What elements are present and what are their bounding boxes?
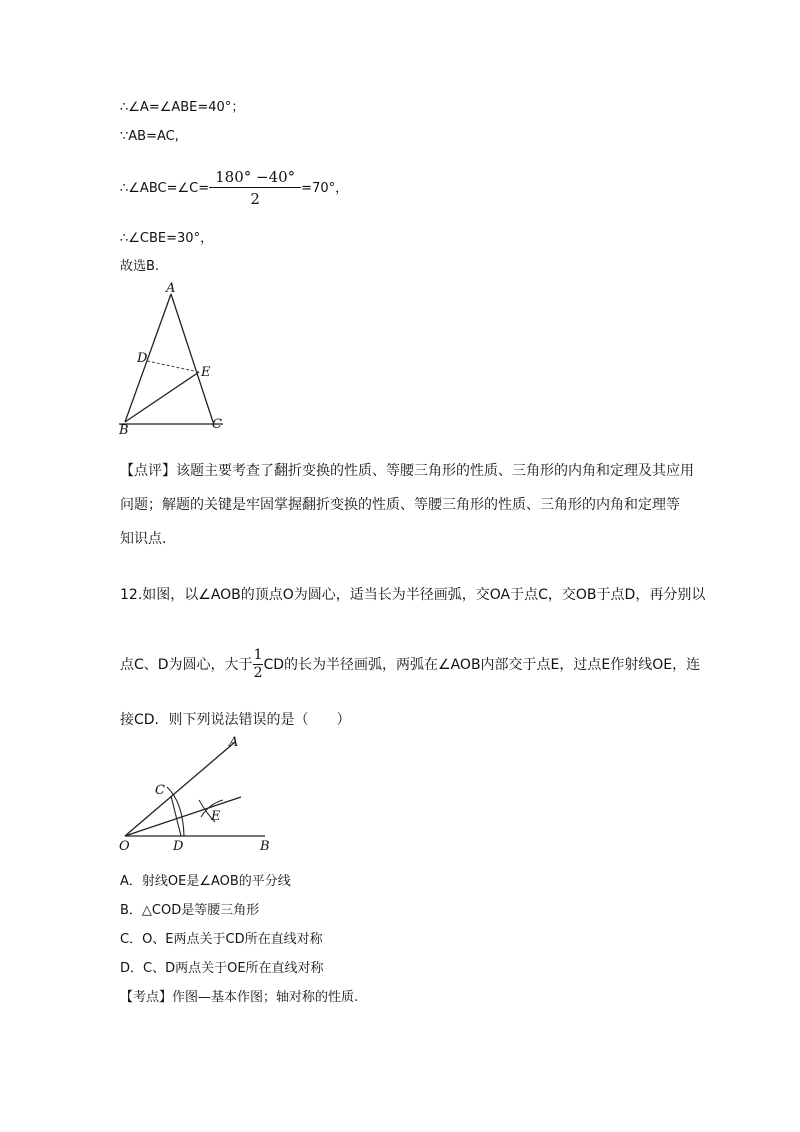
question-line-2: [120, 647, 700, 682]
question-line-1: 12.如图，以∠AOB的顶点O为圆心，适当长为半径画弧，交OA于点C，交OB于点D，再分别以: [120, 587, 706, 603]
label-c: C: [212, 417, 222, 432]
solution-line-5: 故选B.: [120, 259, 160, 274]
solution-line-3: [120, 167, 348, 210]
review-line-1: 【点评】该题主要考查了翻折变换的性质、等腰三角形的性质、三角形的内角和定理及其应用: [120, 463, 694, 479]
question-line-2-prefix: 点C、D为圆心，大于: [120, 656, 253, 673]
fraction-angle: [209, 167, 301, 210]
fraction-numerator: 180° −40°: [209, 167, 301, 188]
segment-de-dashed: [147, 361, 199, 372]
option-d: D．C、D两点关于OE所在直线对称: [120, 961, 324, 976]
question-line-2-suffix: CD的长为半径画弧，两弧在∠AOB内部交于点E，过点E作射线OE，连: [263, 656, 701, 673]
option-c: C．O、E两点关于CD所在直线对称: [120, 932, 323, 947]
solution-line-3-prefix: ∴∠ABC=∠C=: [120, 180, 210, 196]
label-b2: B: [260, 839, 270, 854]
solution-line-2: ∵AB=AC,: [120, 129, 179, 144]
angle-bisector-figure: [115, 732, 280, 857]
kaodian-line: 【考点】作图—基本作图；轴对称的性质.: [120, 990, 359, 1005]
half-denominator: 2: [253, 665, 263, 681]
triangle-figure: [115, 282, 230, 437]
solution-line-4: ∴∠CBE=30°，: [120, 231, 214, 246]
segment-cd: [171, 796, 181, 836]
label-d: D: [137, 351, 148, 366]
label-c2: C: [155, 783, 165, 798]
edge-ab: [125, 294, 171, 422]
label-b: B: [119, 423, 129, 437]
label-a: A: [166, 282, 176, 296]
label-d2: D: [173, 839, 184, 854]
solution-line-3-suffix: =70°，: [301, 180, 349, 196]
segment-be: [125, 372, 199, 422]
label-e: E: [201, 365, 211, 380]
option-b: B．△COD是等腰三角形: [120, 903, 260, 918]
label-e2: E: [211, 809, 221, 824]
half-numerator: 1: [253, 647, 263, 663]
review-line-3: 知识点.: [120, 531, 167, 547]
question-line-3: 接CD．则下列说法错误的是（ ）: [120, 712, 351, 728]
edge-ac: [171, 294, 213, 422]
fraction-half: [253, 647, 264, 682]
arc-centered-o: [167, 787, 184, 836]
solution-line-1: ∴∠A=∠ABE=40°；: [120, 100, 245, 115]
label-o2: O: [119, 839, 130, 854]
fraction-denominator: 2: [250, 190, 260, 208]
option-a: A．射线OE是∠AOB的平分线: [120, 874, 291, 889]
label-a2: A: [229, 735, 239, 750]
review-line-2: 问题；解题的关键是牢固掌握翻折变换的性质、等腰三角形的性质、三角形的内角和定理等: [120, 497, 680, 513]
ray-oe: [125, 797, 241, 836]
